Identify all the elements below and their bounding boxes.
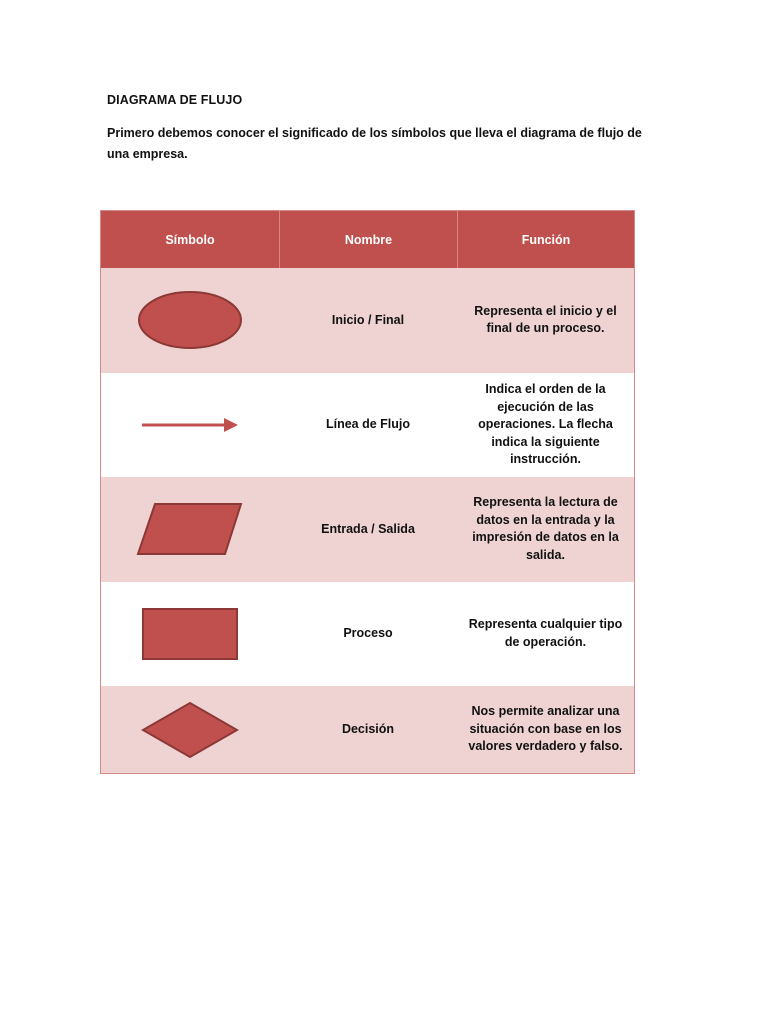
row-function: Representa el inicio y el final de un proceso.: [474, 303, 617, 336]
symbol-cell: [101, 686, 279, 773]
row-function: Indica el orden de la ejecución de las operaciones. La flecha indica la siguiente instrucción.: [478, 382, 613, 466]
header-function: Función: [457, 211, 634, 268]
rectangle-icon: [140, 606, 240, 662]
document-title: DIAGRAMA DE FLUJO: [107, 93, 243, 107]
row-name: Inicio / Final: [331, 312, 405, 327]
header-name: Nombre: [279, 211, 457, 268]
table-row: [101, 373, 634, 478]
row-name: Proceso: [343, 626, 393, 640]
parallelogram-icon: [135, 501, 245, 557]
table-row: [101, 686, 634, 773]
symbol-cell: [101, 582, 279, 687]
table-header: [101, 211, 634, 268]
document-intro: Primero debemos conocer el significado de los símbolos que lleva el diagrama de flujo de una empresa.: [107, 126, 642, 161]
symbol-cell: [101, 373, 279, 478]
symbol-cell: [101, 477, 279, 582]
row-name: Decisión: [341, 721, 395, 736]
table-row: [101, 268, 634, 373]
row-function: Nos permite analizar una situación con base en los valores verdadero y falso.: [468, 704, 623, 754]
oval-icon: [135, 287, 245, 353]
arrow-icon: [138, 415, 242, 435]
row-name: Entrada / Salida: [321, 521, 415, 536]
row-function: Representa la lectura de datos en la entrada y la impresión de datos en la salida.: [472, 495, 619, 562]
symbols-table: [100, 210, 635, 774]
table-row: [101, 477, 634, 582]
row-function: Representa cualquier tipo de operación.: [468, 617, 623, 649]
symbol-cell: [101, 268, 279, 373]
table-row: [101, 582, 634, 687]
row-name: Línea de Flujo: [325, 417, 411, 431]
header-symbol: Símbolo: [165, 232, 215, 247]
diamond-icon: [140, 700, 240, 760]
